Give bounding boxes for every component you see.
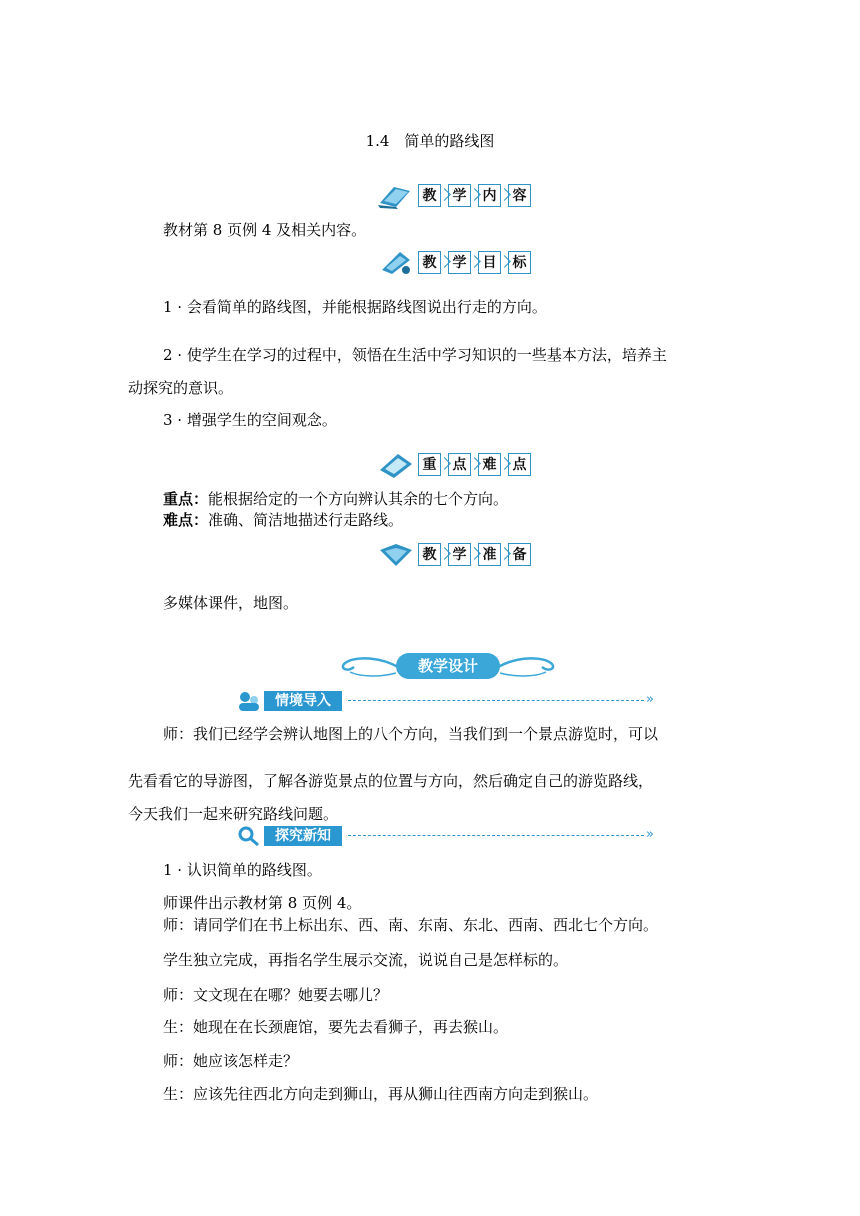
- key-point: [163, 489, 508, 509]
- badge-char: 教: [418, 543, 441, 566]
- badge-char: 目: [478, 251, 501, 274]
- magnifier-icon: [236, 825, 262, 847]
- folder-icon: [376, 540, 416, 568]
- goal-item-2-cont: 动探究的意识。: [128, 379, 234, 397]
- difficult-point-label: 难点：: [163, 511, 209, 529]
- pen-icon: [376, 248, 416, 276]
- design-banner: [338, 652, 558, 682]
- goal-item-1: 1 · 会看简单的路线图，并能根据路线图说出行走的方向。: [163, 298, 547, 316]
- explore-line: 学生独立完成，再指名学生展示交流，说说自己是怎样标的。: [163, 951, 569, 969]
- intro-line-1: 师：我们已经学会辨认地图上的八个方向，当我们到一个景点游览时，可以: [163, 725, 659, 743]
- difficult-point-text: 准确、简洁地描述行走路线。: [208, 511, 404, 529]
- badge-char: 点: [448, 453, 471, 476]
- badge-char: 容: [508, 184, 531, 207]
- book-icon: [376, 181, 416, 209]
- badge-char: 教: [418, 184, 441, 207]
- badge-char: 学: [448, 543, 471, 566]
- section-header-keypoints: [376, 450, 530, 478]
- section-header-content: [376, 181, 530, 209]
- people-icon: [236, 690, 262, 712]
- subheader-explore-label: 探究新知: [264, 826, 342, 846]
- explore-line: 师：文文现在在哪？她要去哪儿？: [163, 986, 389, 1004]
- key-point-text: 能根据给定的一个方向辨认其余的七个方向。: [208, 490, 509, 508]
- badge-char: 内: [478, 184, 501, 207]
- key-point-label: 重点：: [163, 490, 209, 508]
- badge-char: 备: [508, 543, 531, 566]
- badge-char: 点: [508, 453, 531, 476]
- badge-char: 重: [418, 453, 441, 476]
- explore-line: 师：请同学们在书上标出东、西、南、东南、东北、西南、西北七个方向。: [163, 916, 659, 934]
- explore-line: 生：她现在在长颈鹿馆，要先去看狮子，再去猴山。: [163, 1018, 509, 1036]
- badge-char: 学: [448, 184, 471, 207]
- explore-line: 生：应该先往西北方向走到狮山，再从狮山往西南方向走到猴山。: [163, 1085, 599, 1103]
- section-header-goals: [376, 248, 530, 276]
- intro-line-2: 先看看它的导游图，了解各游览景点的位置与方向，然后确定自己的游览路线，: [128, 772, 654, 790]
- intro-line-3: 今天我们一起来研究路线问题。: [128, 805, 339, 823]
- explore-line: 师课件出示教材第 8 页例 4。: [163, 894, 362, 912]
- goal-item-3: 3 · 增强学生的空间观念。: [163, 411, 337, 429]
- difficult-point: [163, 510, 403, 530]
- section-header-prep: [376, 540, 530, 568]
- explore-line: 1 · 认识简单的路线图。: [163, 861, 322, 879]
- badge-char: 难: [478, 453, 501, 476]
- badge-char: 教: [418, 251, 441, 274]
- badge-char: 标: [508, 251, 531, 274]
- double-arrow-icon: »: [646, 827, 654, 842]
- badge-char: 准: [478, 543, 501, 566]
- design-banner-label: 教学设计: [396, 653, 500, 679]
- badge-char: 学: [448, 251, 471, 274]
- subheader-intro: [236, 690, 666, 712]
- goal-item-2: 2 · 使学生在学习的过程中，领悟在生活中学习知识的一些基本方法，培养主: [163, 346, 667, 364]
- subheader-intro-label: 情境导入: [264, 691, 342, 711]
- content-text: 教材第 8 页例 4 及相关内容。: [163, 221, 367, 239]
- subheader-explore: [236, 825, 666, 847]
- page-title: 1.4 简单的路线图: [365, 132, 495, 150]
- double-arrow-icon: »: [646, 692, 654, 707]
- explore-line: 师：她应该怎样走？: [163, 1052, 299, 1070]
- document-icon: [376, 450, 416, 478]
- prep-text: 多媒体课件，地图。: [163, 594, 299, 612]
